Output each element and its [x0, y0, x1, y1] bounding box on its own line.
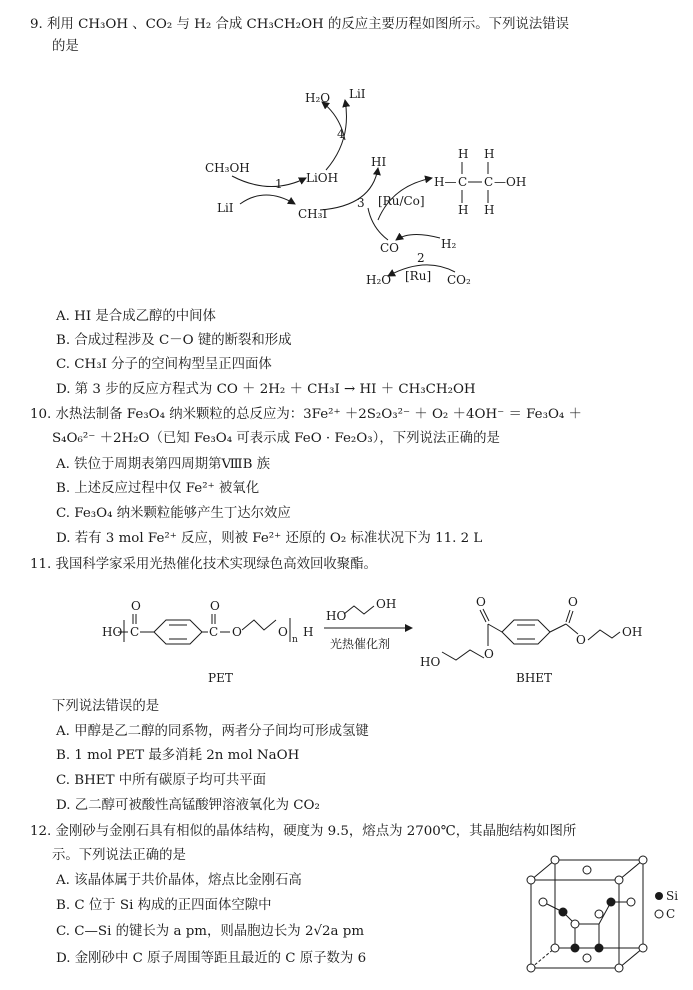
q10-option-c: C. Fe₃O₄ 纳米颗粒能够产生丁达尔效应 [56, 506, 291, 521]
pet-ester-o: O [232, 625, 242, 639]
q11-option-c: C. BHET 中所有碳原子均可共平面 [56, 773, 267, 788]
step2-arrow-upper [396, 234, 440, 240]
step3-arrow-co [368, 208, 388, 240]
step1-arrow-lower [240, 195, 295, 204]
q12-option-d: D. 金刚砂中 C 原子周围等距且最近的 C 原子数为 6 [56, 951, 367, 966]
ethanol-h-top1: H [458, 147, 469, 161]
q10-stem-line1: 10. 水热法制备 Fe₃O₄ 纳米颗粒的总反应为：3Fe²⁺ ＋2S₂O₃²⁻ ＋ O₂ ＋4OH⁻ ＝ Fe₃O₄ ＋ [30, 407, 582, 422]
q10-option-a: A. 铁位于周期表第四周期第ⅧB 族 [56, 457, 271, 472]
ethanol-h-bot2: H [484, 203, 495, 217]
co2-label: CO₂ [447, 273, 471, 287]
q11-lead: 下列说法错误的是 [52, 699, 160, 714]
ethanol-oh: —OH [494, 175, 527, 189]
h2-label: H₂ [441, 237, 457, 251]
ru-label: [Ru] [405, 269, 432, 283]
q12-stem-line2: 示。下列说法正确的是 [52, 848, 186, 863]
q12-option-b: B. C 位于 Si 构成的正四面体空隙中 [56, 898, 272, 913]
q9-mechanism-diagram [0, 80, 693, 300]
bhet-o-top2: O [568, 595, 578, 609]
q12-stem-line1: 12. 金刚砂与金刚石具有相似的晶体结构，硬度为 9.5，熔点为 2700℃，其晶胞结构如图所 [30, 824, 577, 839]
bhet-o-left: O [484, 647, 494, 661]
co-label: CO [380, 241, 400, 255]
step1-label: 1 [275, 177, 283, 191]
bhet-o-right: O [576, 633, 586, 647]
pet-chain-o: O [278, 625, 288, 639]
reagent-ho: HO [326, 609, 347, 623]
bhet-o-top1: O [476, 595, 486, 609]
h2o-bottom-label: H₂O [366, 273, 392, 287]
q9-stem-line1: 9. 利用 CH₃OH 、CO₂ 与 H₂ 合成 CH₃CH₂OH 的反应主要历程如图所示。下列说法错误 [30, 17, 570, 32]
ethanol-h-top2: H [484, 147, 495, 161]
q12-option-c: C. C—Si 的键长为 a pm，则晶胞边长为 2√2a pm [56, 924, 365, 939]
step2-label: 2 [417, 251, 425, 265]
q12-crystal-cell-diagram [525, 856, 685, 981]
lii-left-label: LiI [217, 201, 234, 215]
q10-option-d: D. 若有 3 mol Fe²⁺ 反应，则被 Fe²⁺ 还原的 O₂ 标准状况下为 11. 2 L [56, 531, 483, 546]
q9-option-c: C. CH₃I 分子的空间构型呈正四面体 [56, 357, 272, 372]
ru-co-label: [Ru/Co] [378, 194, 425, 208]
ethanol-c2: C [484, 175, 494, 189]
q11-stem: 11. 我国科学家采用光热催化技术实现绿色高效回收聚酯。 [30, 557, 377, 572]
q11-option-b: B. 1 mol PET 最多消耗 2n mol NaOH [56, 748, 300, 763]
pet-label: PET [208, 671, 233, 685]
ch3oh-label: CH₃OH [205, 161, 250, 175]
bhet-label: BHET [516, 671, 553, 685]
pet-h: H [303, 625, 314, 639]
step3-label: 3 [357, 196, 365, 210]
q9-option-d: D. 第 3 步的反应方程式为 CO ＋ 2H₂ ＋ CH₃I → HI ＋ CH₃CH₂OH [56, 382, 476, 397]
ethanol-h-bot1: H [458, 203, 469, 217]
q10-option-b: B. 上述反应过程中仅 Fe²⁺ 被氧化 [56, 481, 260, 496]
pet-o2: O [210, 599, 220, 613]
legend-si: Si [666, 889, 679, 903]
legend-c: C [666, 907, 676, 921]
pet-c1: C [130, 625, 140, 639]
ethanol-c1: C [458, 175, 468, 189]
h2o-top-label: H₂O [305, 91, 331, 105]
pet-n: n [292, 635, 298, 645]
lii-top-label: LiI [349, 87, 366, 101]
step1-arrow-upper [232, 176, 306, 187]
pet-c2: C [209, 625, 219, 639]
q11-reaction-diagram [0, 580, 693, 690]
reagent-oh: OH [376, 597, 397, 611]
q9-option-a: A. HI 是合成乙醇的中间体 [56, 309, 216, 324]
catalyst-label: 光热催化剂 [330, 637, 391, 651]
q9-option-b: B. 合成过程涉及 C－O 键的断裂和形成 [56, 333, 292, 348]
q11-option-d: D. 乙二醇可被酸性高锰酸钾溶液氧化为 CO₂ [56, 798, 320, 813]
q12-option-a: A. 该晶体属于共价晶体，熔点比金刚石高 [56, 873, 302, 888]
q10-stem-line2: S₄O₆²⁻ ＋2H₂O（已知 Fe₃O₄ 可表示成 FeO · Fe₂O₃），下列说法正确的是 [52, 431, 500, 446]
bhet-ho: HO [420, 655, 441, 669]
ethanol-h-left: H— [434, 175, 457, 189]
ch3i-label: CH₃I [298, 207, 328, 221]
q9-stem-line2: 的是 [52, 39, 79, 54]
hi-label: HI [371, 155, 387, 169]
pet-ho: HO [102, 625, 123, 639]
q11-option-a: A. 甲醇是乙二醇的同系物，两者分子间均可形成氢键 [56, 724, 369, 739]
pet-o1: O [131, 599, 141, 613]
lioh-label: LiOH [306, 171, 339, 185]
step4-label: 4 [337, 127, 345, 141]
bhet-oh: OH [622, 625, 643, 639]
